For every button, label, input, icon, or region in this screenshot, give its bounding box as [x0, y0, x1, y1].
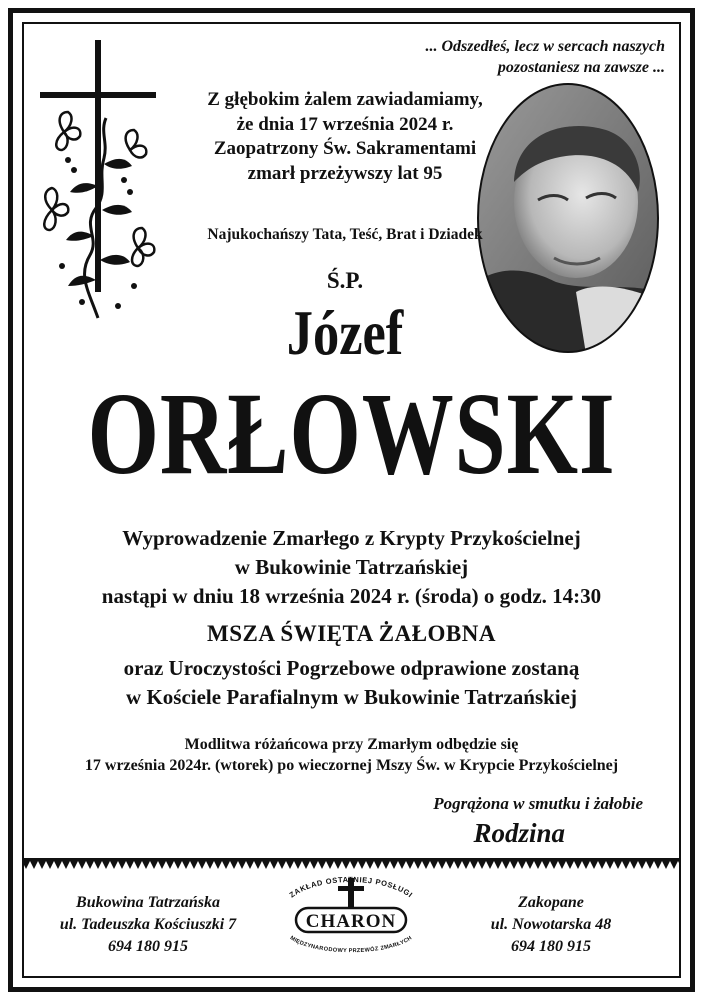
announcement-line-2: że dnia 17 września 2024 r.	[236, 113, 454, 135]
motto-line-2: pozostaniesz na zawsze ...	[497, 59, 665, 76]
announcement-line-1: Z głębokim żalem zawiadamiamy,	[207, 89, 483, 110]
footer-left-street: ul. Tadeuszka Kościuszki 7	[59, 916, 237, 933]
motto-line-1: ... Odszedłeś, lecz w sercach naszych	[425, 38, 665, 55]
footer-right-phone: 694 180 915	[511, 938, 591, 955]
logo-top-text: ZAKŁAD OSTATNIEJ POSŁUGI	[287, 874, 415, 900]
grieving-text: Pogrążona w smutku i żałobie	[433, 794, 643, 813]
motto	[305, 36, 665, 78]
honorific: Ś.P.	[326, 268, 364, 293]
logo-bottom-text: MIĘDZYNARODOWY PRZEWÓZ ZMARŁYCH	[288, 935, 414, 954]
announcement-line-4: zmarł przeżywszy lat 95	[247, 162, 443, 184]
deceased-surname: ORŁOWSKI	[87, 368, 616, 499]
zigzag-divider	[22, 858, 681, 870]
svg-text:MIĘDZYNARODOWY PRZEWÓZ ZMARŁYC	[289, 935, 414, 954]
family-signature: Rodzina	[473, 818, 565, 848]
footer-address-left	[38, 892, 258, 958]
prayer-line-1: Modlitwa różańcowa przy Zmarłym odbędzie się	[184, 736, 519, 753]
mass-line-2: w Kościele Parafialnym w Bukowinie Tatrzańskiej	[126, 685, 577, 709]
footer-left-city: Bukowina Tatrzańska	[76, 894, 220, 911]
charon-logo	[270, 872, 432, 954]
procession-line-3: nastąpi w dniu 18 września 2024 r. (środa) o godz. 14:30	[101, 584, 602, 608]
prayer-info	[0, 734, 703, 776]
procession-info	[0, 524, 703, 611]
prayer-line-2: 17 września 2024r. (wtorek) po wieczornej Mszy Św. w Krypcie Przykościelnej	[84, 757, 619, 774]
mass-title: MSZA ŚWIĘTA ŻAŁOBNA	[207, 621, 496, 646]
footer-right-street: ul. Nowotarska 48	[490, 916, 612, 933]
deceased-first-name: Józef	[286, 297, 404, 368]
procession-line-1: Wyprowadzenie Zmarłego z Krypty Przykościelnej	[122, 526, 581, 550]
footer-address-right	[451, 892, 651, 958]
family-roles: Najukochańszy Tata, Teść, Brat i Dziadek	[207, 226, 483, 243]
procession-line-2: w Bukowinie Tatrzańskiej	[234, 555, 469, 579]
cross-with-lilies-icon	[38, 40, 158, 322]
footer-left-phone: 694 180 915	[108, 938, 188, 955]
logo-name: CHARON	[305, 911, 397, 932]
announcement	[150, 88, 540, 186]
announcement-line-3: Zaopatrzony Św. Sakramentami	[213, 138, 477, 159]
mass-line-1: oraz Uroczystości Pogrzebowe odprawione zostaną	[123, 656, 580, 680]
mass-info	[0, 654, 703, 712]
footer-right-city: Zakopane	[518, 894, 584, 911]
